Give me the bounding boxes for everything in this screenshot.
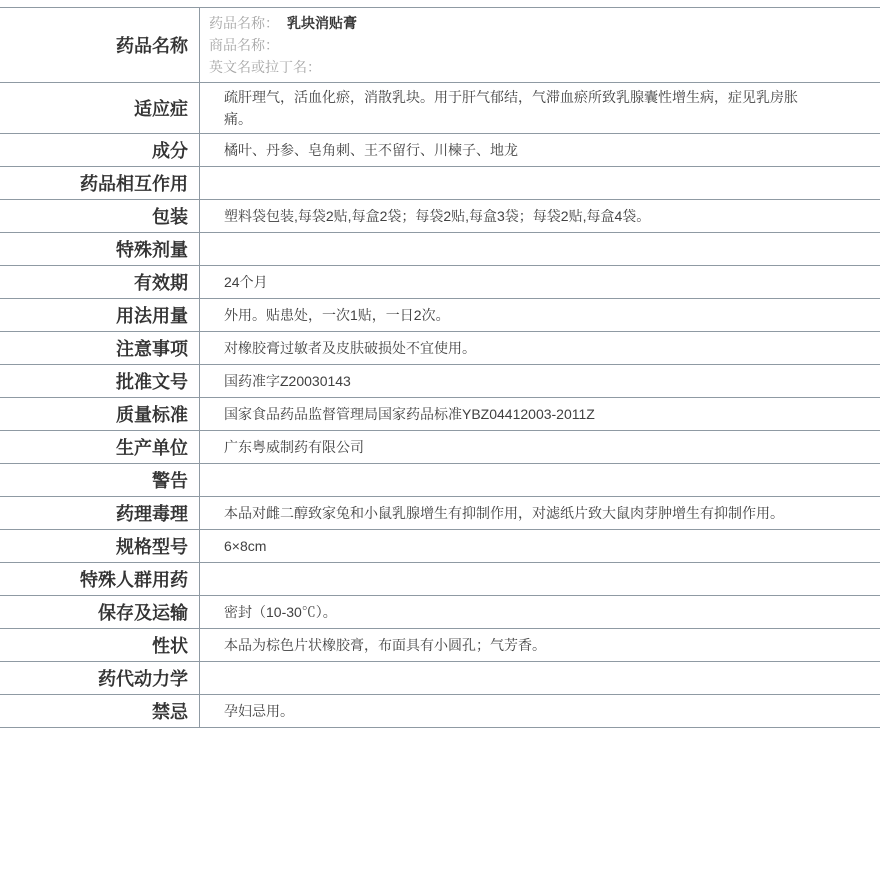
row-label: 药代动力学	[0, 662, 200, 694]
row-value: 疏肝理气，活血化瘀，消散乳块。用于肝气郁结，气滞血瘀所致乳腺囊性增生病，症见乳房胀痛。	[224, 89, 798, 127]
row-label: 成分	[0, 134, 200, 166]
row-label: 保存及运输	[0, 596, 200, 628]
trade-name-line	[209, 34, 279, 56]
table-row-special-dosage	[0, 233, 880, 266]
row-label: 有效期	[0, 266, 200, 298]
table-row-indications	[0, 83, 880, 134]
row-value: 国药准字Z20030143	[224, 373, 351, 389]
row-value	[200, 167, 880, 199]
row-value: 广东粤威制药有限公司	[224, 439, 364, 455]
row-label: 药品相互作用	[0, 167, 200, 199]
table-row-precautions	[0, 332, 880, 365]
table-row-warning	[0, 464, 880, 497]
row-label: 警告	[0, 464, 200, 496]
table-row-interactions	[0, 167, 880, 200]
row-value: 国家食品药品监督管理局国家药品标准YBZ04412003-2011Z	[224, 406, 595, 422]
row-value: 密封（10-30℃）。	[224, 604, 337, 620]
trade-name-prefix: 商品名称：	[209, 37, 279, 53]
row-label: 规格型号	[0, 530, 200, 562]
table-row-drug-name	[0, 8, 880, 83]
row-label: 包装	[0, 200, 200, 232]
table-row-contraindications	[0, 695, 880, 728]
row-value	[200, 464, 880, 496]
drug-info-table	[0, 7, 880, 728]
drug-name-cell	[200, 8, 880, 82]
drug-name-prefix: 药品名称：	[209, 15, 279, 31]
row-label: 用法用量	[0, 299, 200, 331]
table-row-quality-standard	[0, 398, 880, 431]
drug-name-line	[209, 12, 357, 34]
row-label: 生产单位	[0, 431, 200, 463]
row-value: 塑料袋包装,每袋2贴,每盒2袋；每袋2贴,每盒3袋；每袋2贴,每盒4袋。	[224, 208, 651, 224]
row-value: 孕妇忌用。	[224, 703, 294, 719]
row-value: 外用。贴患处，一次1贴，一日2次。	[224, 307, 450, 323]
row-label: 特殊剂量	[0, 233, 200, 265]
table-row-usage-dosage	[0, 299, 880, 332]
row-value: 对橡胶膏过敏者及皮肤破损处不宜使用。	[224, 340, 476, 356]
row-label: 特殊人群用药	[0, 563, 200, 595]
row-value: 24个月	[224, 274, 268, 290]
row-value: 6×8cm	[224, 538, 267, 554]
row-label: 性状	[0, 629, 200, 661]
row-value	[200, 233, 880, 265]
row-label: 药理毒理	[0, 497, 200, 529]
row-value: 本品对雌二醇致家兔和小鼠乳腺增生有抑制作用，对滤纸片致大鼠肉芽肿增生有抑制作用。	[224, 505, 784, 521]
row-label: 适应症	[0, 83, 200, 133]
table-row-approval-number	[0, 365, 880, 398]
row-value: 橘叶、丹参、皂角刺、王不留行、川楝子、地龙	[224, 142, 518, 158]
drug-name-value: 乳块消贴膏	[287, 15, 357, 31]
row-label: 批准文号	[0, 365, 200, 397]
table-row-pharmacokinetics	[0, 662, 880, 695]
row-value	[200, 662, 880, 694]
row-label: 质量标准	[0, 398, 200, 430]
table-row-ingredients	[0, 134, 880, 167]
table-row-storage	[0, 596, 880, 629]
row-label: 禁忌	[0, 695, 200, 727]
table-row-packaging	[0, 200, 880, 233]
latin-name-line	[209, 56, 321, 78]
row-label-drug-name: 药品名称	[0, 8, 200, 82]
row-value: 本品为棕色片状橡胶膏，布面具有小圆孔；气芳香。	[224, 637, 546, 653]
row-value	[200, 563, 880, 595]
table-row-description	[0, 629, 880, 662]
table-row-special-population	[0, 563, 880, 596]
row-label: 注意事项	[0, 332, 200, 364]
table-row-shelf-life	[0, 266, 880, 299]
latin-name-prefix: 英文名或拉丁名：	[209, 59, 321, 75]
table-row-manufacturer	[0, 431, 880, 464]
table-row-specification	[0, 530, 880, 563]
table-row-pharmacology	[0, 497, 880, 530]
